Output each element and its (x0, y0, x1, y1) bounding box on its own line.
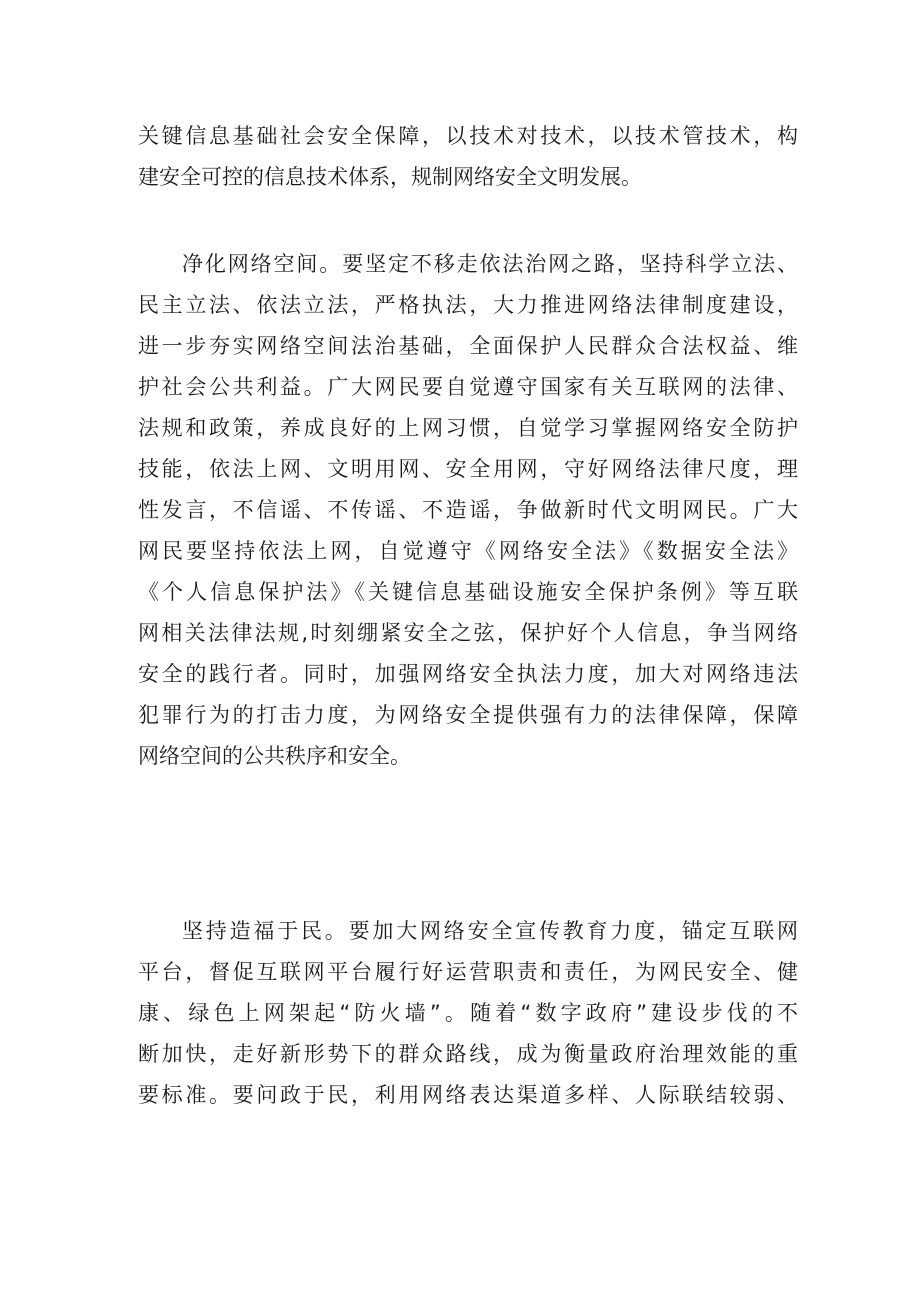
text-line: 网民要坚持依法上网，自觉遵守《网络安全法》《数据安全法》 (138, 539, 798, 563)
text-line: 安全的践行者。同时，加强网络安全执法力度，加大对网络违法 (138, 662, 798, 686)
text-line: 平台，督促互联网平台履行好运营职责和责任，为网民安全、健 (138, 960, 798, 984)
text-line: 断加快，走好新形势下的群众路线，成为衡量政府治理效能的重 (138, 1042, 798, 1066)
text-line: 网相关法律法规,时刻绷紧安全之弦，保护好个人信息，争当网络 (138, 621, 798, 645)
text-line: 建安全可控的信息技术体系，规制网络安全文明发展。 (138, 165, 642, 189)
text-line: 《个人信息保护法》《关键信息基础设施安全保护条例》等互联 (138, 580, 798, 604)
text-line: 犯罪行为的打击力度，为网络安全提供强有力的法律保障，保障 (138, 703, 798, 727)
paragraph-benefit-people (138, 911, 798, 1116)
text-line: 康、绿色上网架起“防火墙”。随着“数字政府”建设步伐的不 (138, 1001, 798, 1025)
text-line: 性发言，不信谣、不传谣、不造谣，争做新时代文明网民。广大 (138, 498, 798, 522)
text-line: 进一步夯实网络空间法治基础，全面保护人民群众合法权益、维 (138, 334, 798, 358)
text-line: 护社会公共利益。广大网民要自觉遵守国家有关互联网的法律、 (138, 375, 798, 399)
text-line: 关键信息基础社会安全保障，以技术对技术，以技术管技术，构 (138, 124, 798, 148)
text-line: 要标准。要问政于民，利用网络表达渠道多样、人际联结较弱、 (138, 1083, 798, 1107)
text-line: 民主立法、依法立法，严格执法，大力推进网络法律制度建设， (138, 293, 798, 317)
text-line: 净化网络空间。要坚定不移走依法治网之路，坚持科学立法、 (182, 252, 798, 276)
paragraph-security-guarantee (138, 116, 798, 198)
paragraph-purify-cyberspace (138, 244, 798, 777)
text-line: 网络空间的公共秩序和安全。 (138, 744, 411, 768)
text-line: 坚持造福于民。要加大网络安全宣传教育力度，锚定互联网 (182, 919, 798, 943)
text-line: 技能，依法上网、文明用网、安全用网，守好网络法律尺度，理 (138, 457, 798, 481)
text-line: 法规和政策，养成良好的上网习惯，自觉学习掌握网络安全防护 (138, 416, 798, 440)
